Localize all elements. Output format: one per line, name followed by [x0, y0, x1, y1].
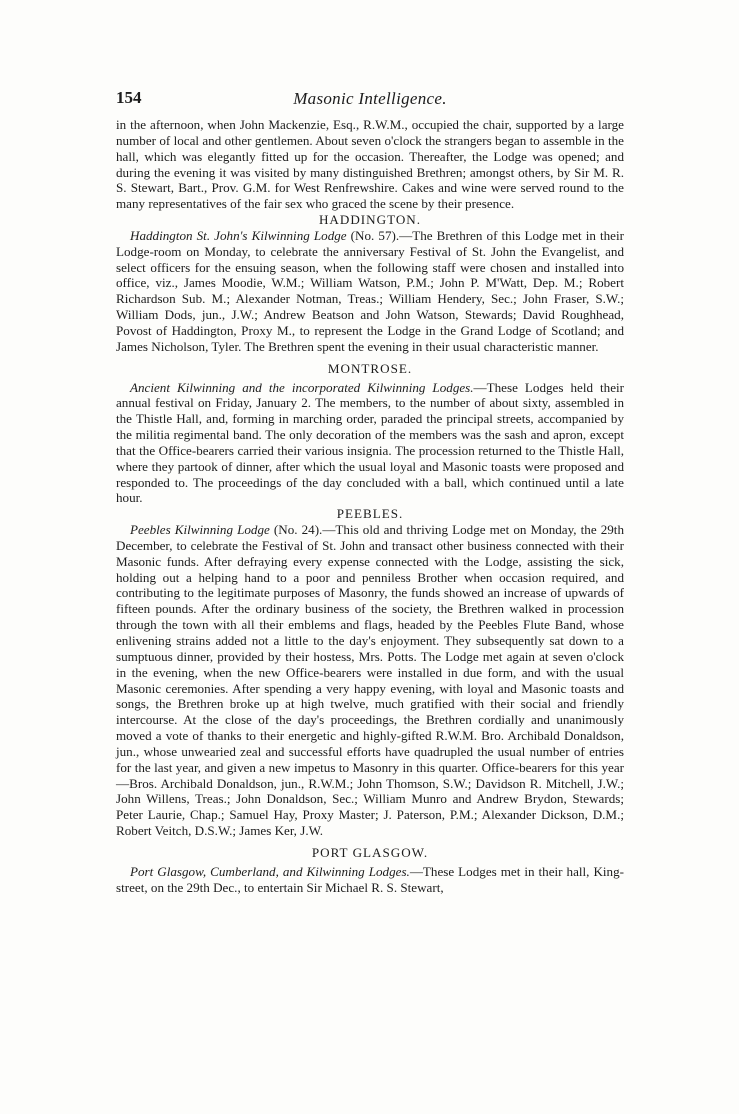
paragraph-port-glasgow [116, 864, 624, 896]
paragraph-peebles [116, 522, 624, 839]
running-title: Masonic Intelligence. [293, 89, 447, 108]
section-heading-peebles: PEEBLES. [336, 506, 404, 522]
intro-paragraph: in the afternoon, when John Mackenzie, Esq., R.W.M., occupied the chair, supported by a large number of local and other gentlemen. About seven o'clock the strangers began to assemble in the hall, which was elegantly fitted up for the occasion. Thereafter, the Lodge was opened; and during the evening it was visited by many distinguished Brethren; amongst others, by Sir M. R. S. Stewart, Bart., Prov. G.M. for West Renfrewshire. Cakes and wine were served round to the many representatives of the fair sex who graced the scene by their presence. [116, 117, 624, 212]
article-body [116, 117, 624, 896]
paragraph-haddington [116, 228, 624, 355]
lodge-name-port-glasgow: Port Glasgow, Cumberland, and Kilwinning Lodges. [130, 863, 410, 879]
page-number: 154 [116, 88, 142, 107]
paragraph-montrose [116, 380, 624, 507]
running-header [116, 88, 624, 112]
paragraph-text-peebles: (No. 24).—This old and thriving Lodge met on Monday, the 29th December, to celebrate the Festival of St. John and transact other business connected with their Masonic funds. After defraying every expense connected with the Lodge, assisting the sick, holding out a helping hand to a poor and penniless Brother when occasion required, and contributing to the legitimate purposes of Masonry, the funds showed an increase of upwards of fifteen pounds. After the ordinary business of the society, the Brethren walked in procession through the town with all their emblems and flags, headed by the Peebles Flute Band, whose enlivening strains added not a little to the day's enjoyment. They subsequently sat down to a sumptuous dinner, provided by their hostess, Mrs. Potts. The Lodge met again at seven o'clock in the evening, when the new Office-bearers were installed in due form, and with the usual Masonic ceremonies. After spending a very happy evening, with loyal and Masonic toasts and songs, the Brethren broke up at high twelve, much gratified with their social and friendly intercourse. At the close of the day's proceedings, the Brethren cordially and unanimously moved a vote of thanks to their energetic and highly-gifted R.W.M. Bro. Archibald Donaldson, jun., whose unwearied zeal and successful efforts have quadrupled the usual number of entries for the last year, and given a new impetus to Masonry in this quarter. Office-bearers for this year—Bros. Archibald Donaldson, jun., R.W.M.; John Thomson, S.W.; Davidson R. Mitchell, J.W.; John Willens, Treas.; John Donaldson, Sec.; William Munro and Andrew Brydon, Stewards; Peter Laurie, Chap.; Samuel Hay, Proxy Master; J. Paterson, P.M.; Alexander Dickson, D.M.; Robert Veitch, D.S.W.; James Ker, J.W. [116, 522, 624, 839]
lodge-name-haddington: Haddington St. John's Kilwinning Lodge [130, 227, 347, 243]
section-heading-haddington: HADDINGTON. [318, 212, 422, 228]
section-heading-montrose: MONTROSE. [327, 360, 413, 376]
paragraph-text-montrose: —These Lodges held their annual festival on Friday, January 2. The members, to the number of about sixty, assembled in the Thistle Hall, and, forming in marching order, paraded the principal streets, accompanied by the militia regimental band. The only decoration of the members was the sash and apron, except that the Office-bearers carried their various insignia. The procession returned to the Thistle Hall, where they partook of dinner, after which the usual loyal and Masonic toasts were proposed and responded to. The proceedings of the day concluded with a ball, which continued until a late hour. [116, 379, 625, 506]
lodge-name-peebles: Peebles Kilwinning Lodge [130, 522, 270, 538]
paragraph-text-port-glasgow: —These Lodges met in their hall, King-street, on the 29th Dec., to entertain Sir Michael R. S. Stewart, [116, 863, 624, 895]
paragraph-text-haddington: (No. 57).—The Brethren of this Lodge met in their Lodge-room on Monday, to celebrate the anniversary Festival of St. John the Evangelist, and select officers for the ensuing season, when the following staff were chosen and installed into office, viz., James Moodie, W.M.; William Watson, P.M.; John P. M'Watt, Dep. M.; Robert Richardson Sub. M.; Alexander Notman, Treas.; William Hendery, Sec.; John Fraser, S.W.; William Dods, jun., J.W.; Andrew Beatson and John Watson, Stewards; David Roughhead, Povost of Haddington, Proxy M., to represent the Lodge in the Grand Lodge of Scotland; and James Nicholson, Tyler. The Brethren spent the evening in their usual characteristic manner. [116, 227, 624, 354]
section-heading-port-glasgow: PORT GLASGOW. [311, 844, 429, 860]
lodge-name-montrose: Ancient Kilwinning and the incorporated Kilwinning Lodges. [130, 379, 474, 395]
